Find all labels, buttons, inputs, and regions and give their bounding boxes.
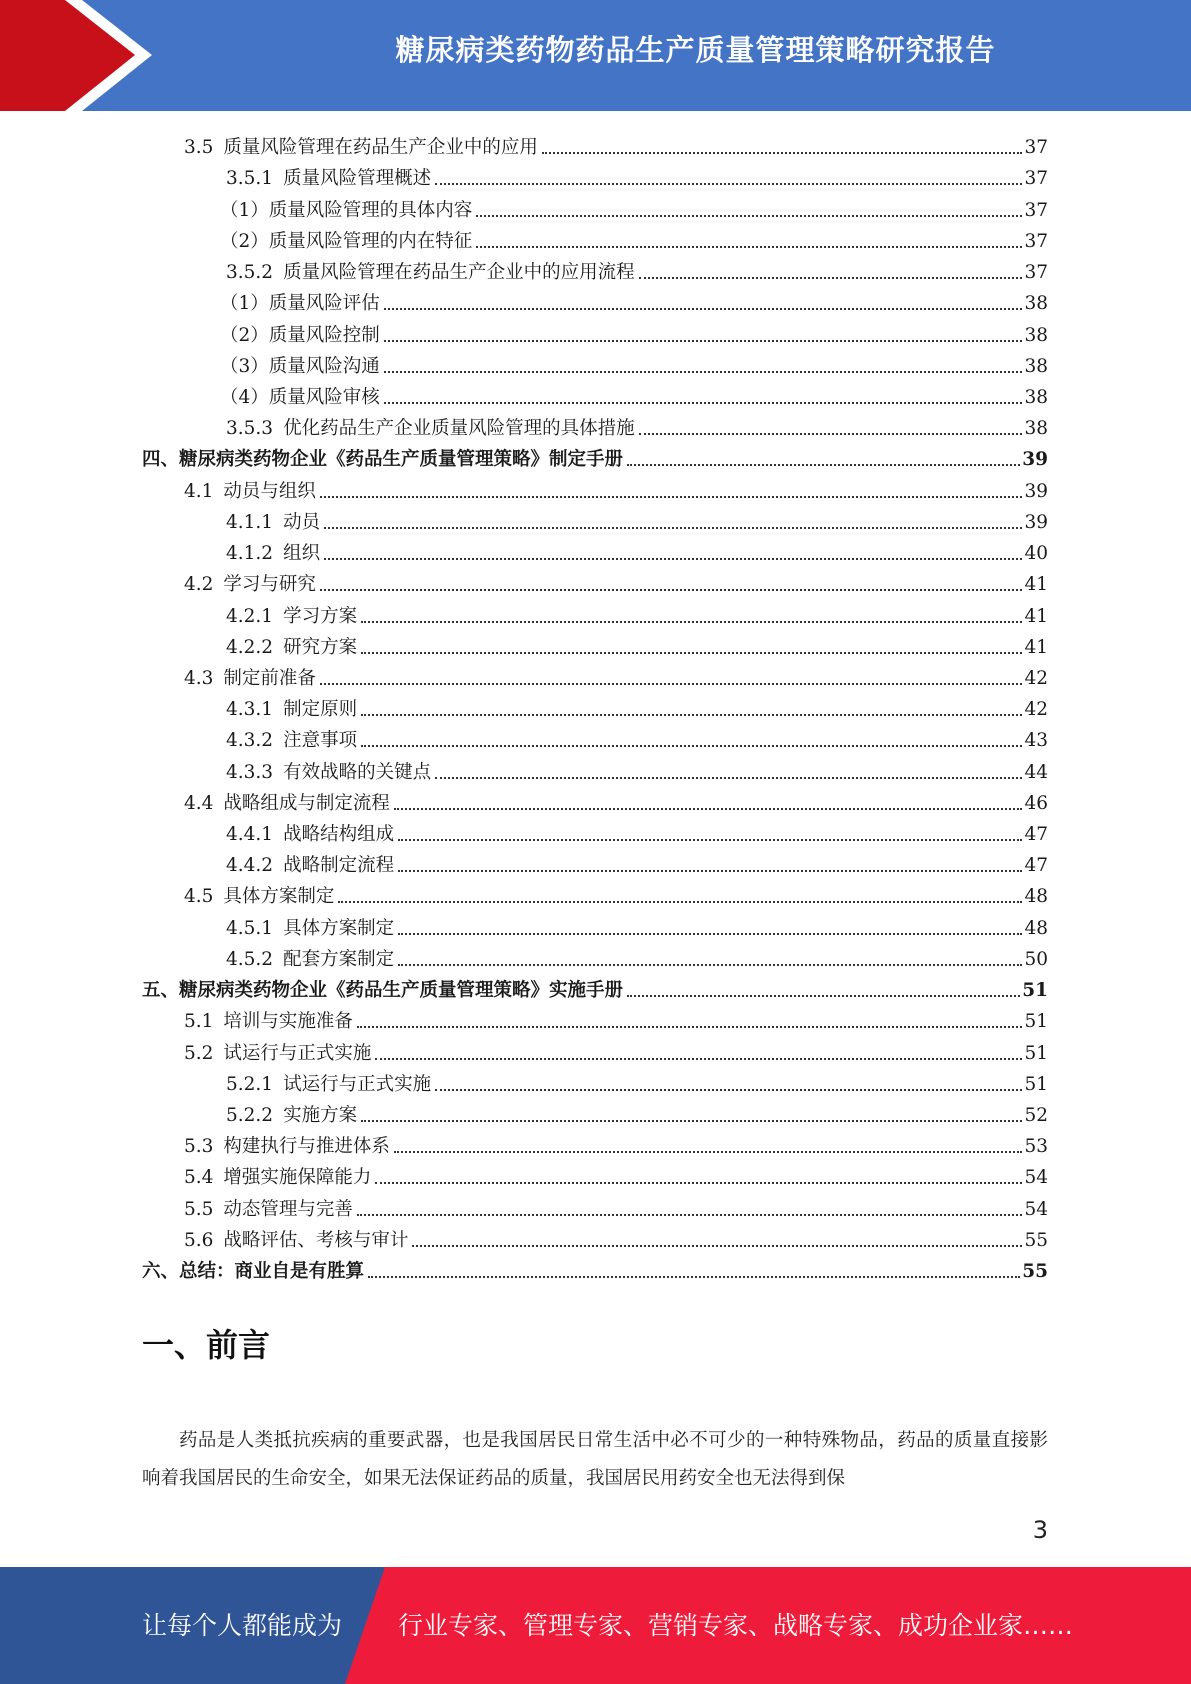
toc-entry-number: 4.3: [184, 667, 214, 689]
toc-entry-title: 制定前准备: [223, 667, 316, 689]
toc-entry-title: （2）质量风险管理的内在特征: [220, 230, 473, 252]
toc-entry-title: 战略制定流程: [283, 855, 395, 877]
toc-page-number: 38: [1024, 418, 1048, 440]
toc-dot-leader: [384, 308, 1023, 310]
toc-dot-leader: [384, 371, 1023, 373]
toc-entry-number: 5.2.1: [226, 1073, 274, 1095]
toc-entry-number: 4.3.3: [226, 761, 274, 783]
toc-dot-leader: [375, 1058, 1022, 1060]
toc-dot-leader: [320, 496, 1023, 498]
toc-entry-title: 战略组成与制定流程: [223, 792, 390, 814]
toc-entry-number: 4.4: [184, 792, 214, 814]
toc-page-number: 39: [1024, 480, 1048, 502]
toc-page-number: 38: [1024, 324, 1048, 346]
toc-entry[interactable]: [142, 1252, 1048, 1283]
toc-page-number: 48: [1024, 886, 1048, 908]
toc-dot-leader: [324, 558, 1022, 560]
toc-entry-title: 优化药品生产企业质量风险管理的具体措施: [283, 418, 635, 440]
toc-page-number: 37: [1024, 199, 1048, 221]
toc-entry[interactable]: [142, 190, 1048, 221]
toc-page-number: 40: [1024, 543, 1048, 565]
toc-dot-leader: [320, 683, 1023, 685]
toc-dot-leader: [361, 652, 1022, 654]
toc-entry-number: 4.1.2: [226, 543, 274, 565]
toc-entry[interactable]: [142, 347, 1048, 378]
toc-page-number: 43: [1024, 730, 1048, 752]
toc-dot-leader: [435, 777, 1022, 779]
toc-dot-leader: [398, 870, 1022, 872]
toc-entry-number: 5.2: [184, 1042, 214, 1064]
toc-page-number: 37: [1024, 262, 1048, 284]
toc-dot-leader: [435, 1089, 1022, 1091]
toc-entry-title: （3）质量风险沟通: [220, 355, 380, 377]
toc-entry-number: 4.2.2: [226, 636, 274, 658]
toc-dot-leader: [384, 340, 1023, 342]
toc-dot-leader: [639, 277, 1023, 279]
toc-entry-title: 学习方案: [283, 605, 358, 627]
toc-entry[interactable]: [142, 908, 1048, 939]
toc-page-number: 47: [1024, 855, 1048, 877]
toc-page-number: 38: [1024, 355, 1048, 377]
toc-entry[interactable]: [142, 222, 1048, 253]
toc-entry-title: 战略结构组成: [283, 824, 395, 846]
toc-entry[interactable]: [142, 784, 1048, 815]
toc-entry-title: 战略评估、考核与审计: [223, 1229, 409, 1251]
toc-dot-leader: [476, 246, 1022, 248]
toc-entry[interactable]: [142, 1127, 1048, 1158]
toc-page-number: 51: [1022, 980, 1048, 1002]
toc-page-number: 42: [1024, 699, 1048, 721]
toc-entry-title: （2）质量风险控制: [220, 324, 380, 346]
toc-page-number: 41: [1024, 636, 1048, 658]
table-of-contents: [142, 128, 1048, 1283]
toc-entry[interactable]: [142, 284, 1048, 315]
toc-entry-number: 3.5.2: [226, 262, 274, 284]
toc-page-number: 37: [1024, 230, 1048, 252]
toc-entry-number: 5.2.2: [226, 1105, 274, 1126]
toc-entry-number: 3.5: [184, 137, 214, 159]
toc-entry[interactable]: [142, 565, 1048, 596]
toc-dot-leader: [357, 1026, 1023, 1028]
toc-entry[interactable]: [142, 128, 1048, 159]
toc-dot-leader: [361, 621, 1022, 623]
toc-page-number: 37: [1024, 168, 1048, 190]
toc-page-number: 41: [1024, 605, 1048, 627]
toc-entry-title: 学习与研究: [223, 574, 316, 596]
toc-entry-title: 构建执行与推进体系: [223, 1136, 390, 1158]
toc-entry-title: 六、总结：商业自是有胜算: [142, 1261, 365, 1283]
toc-entry-title: 研究方案: [283, 636, 358, 658]
toc-entry[interactable]: [142, 659, 1048, 690]
toc-entry-number: 5.6: [184, 1229, 214, 1251]
toc-entry-title: 动员: [283, 511, 321, 533]
toc-page-number: 48: [1024, 917, 1048, 939]
toc-entry-title: （1）质量风险管理的具体内容: [220, 199, 473, 221]
toc-dot-leader: [394, 808, 1023, 810]
toc-entry[interactable]: [142, 971, 1048, 1002]
toc-entry[interactable]: [142, 440, 1048, 471]
toc-entry-title: 质量风险管理概述: [283, 168, 432, 190]
toc-entry-number: 5.4: [184, 1167, 214, 1189]
toc-entry[interactable]: [142, 1065, 1048, 1096]
toc-entry-title: 试运行与正式实施: [283, 1073, 432, 1095]
toc-entry-number: 5.1: [184, 1011, 214, 1033]
toc-entry-number: 4.2.1: [226, 605, 274, 627]
toc-entry-title: 培训与实施准备: [223, 1011, 353, 1033]
toc-entry-title: 四、糖尿病类药物企业《药品生产质量管理策略》制定手册: [142, 449, 624, 471]
toc-page-number: 52: [1024, 1105, 1048, 1126]
toc-entry-number: 4.1.1: [226, 511, 274, 533]
toc-dot-leader: [320, 589, 1023, 591]
toc-entry-title: 增强实施保障能力: [223, 1167, 372, 1189]
document-title: 糖尿病类药物药品生产质量管理策略研究报告: [395, 33, 996, 67]
toc-entry[interactable]: [142, 846, 1048, 877]
toc-page-number: 54: [1024, 1198, 1048, 1220]
toc-entry-number: 4.1: [184, 480, 214, 502]
toc-page-number: 53: [1024, 1136, 1048, 1158]
toc-entry-number: 5.5: [184, 1198, 214, 1220]
toc-page-number: 39: [1022, 449, 1048, 471]
toc-entry-number: 4.4.1: [226, 824, 274, 846]
toc-page-number: 46: [1024, 792, 1048, 814]
toc-entry[interactable]: [142, 409, 1048, 440]
toc-entry[interactable]: [142, 877, 1048, 908]
toc-dot-leader: [627, 464, 1020, 466]
toc-entry-title: （4）质量风险审核: [220, 386, 380, 408]
toc-entry-title: 具体方案制定: [223, 886, 335, 908]
toc-page-number: 54: [1024, 1167, 1048, 1189]
toc-dot-leader: [639, 433, 1023, 435]
toc-page-number: 42: [1024, 667, 1048, 689]
toc-dot-leader: [357, 1214, 1023, 1216]
chevron-red: [0, 0, 135, 111]
toc-entry-title: 实施方案: [283, 1105, 358, 1126]
toc-dot-leader: [412, 1245, 1022, 1247]
toc-entry[interactable]: [142, 815, 1048, 846]
toc-entry-title: 动员与组织: [223, 480, 316, 502]
toc-dot-leader: [394, 1151, 1023, 1153]
toc-entry[interactable]: [142, 690, 1048, 721]
toc-entry[interactable]: [142, 253, 1048, 284]
toc-dot-leader: [542, 152, 1023, 154]
toc-dot-leader: [324, 527, 1022, 529]
toc-entry-title: 具体方案制定: [283, 917, 395, 939]
toc-entry-number: 4.2: [184, 574, 214, 596]
page-header: [0, 0, 1191, 111]
toc-entry-title: 动态管理与完善: [223, 1198, 353, 1220]
toc-dot-leader: [398, 933, 1022, 935]
toc-page-number: 55: [1024, 1229, 1048, 1251]
toc-dot-leader: [361, 1120, 1022, 1122]
toc-entry-title: 有效战略的关键点: [283, 761, 432, 783]
toc-entry-title: 质量风险管理在药品生产企业中的应用: [223, 137, 538, 159]
toc-entry[interactable]: [142, 721, 1048, 752]
toc-dot-leader: [398, 964, 1022, 966]
toc-entry[interactable]: [142, 1158, 1048, 1189]
toc-dot-leader: [435, 183, 1022, 185]
toc-page-number: 50: [1024, 948, 1048, 970]
toc-entry-number: 5.3: [184, 1136, 214, 1158]
toc-page-number: 37: [1024, 137, 1048, 159]
toc-dot-leader: [368, 1276, 1020, 1278]
toc-entry[interactable]: [142, 940, 1048, 971]
toc-entry-title: 质量风险管理在药品生产企业中的应用流程: [283, 262, 635, 284]
toc-entry-title: （1）质量风险评估: [220, 293, 380, 315]
toc-entry-number: 4.3.2: [226, 730, 274, 752]
toc-entry-title: 五、糖尿病类药物企业《药品生产质量管理策略》实施手册: [142, 980, 624, 1002]
toc-page-number: 38: [1024, 293, 1048, 315]
toc-entry-title: 试运行与正式实施: [223, 1042, 372, 1064]
toc-entry[interactable]: [142, 315, 1048, 346]
toc-entry-number: 3.5.1: [226, 168, 274, 190]
toc-dot-leader: [375, 1182, 1022, 1184]
toc-entry-number: 4.4.2: [226, 855, 274, 877]
toc-entry-title: 注意事项: [283, 730, 358, 752]
page-number: 3: [1032, 1516, 1048, 1544]
toc-page-number: 47: [1024, 824, 1048, 846]
toc-entry-number: 4.5.2: [226, 948, 274, 970]
toc-dot-leader: [476, 215, 1022, 217]
toc-entry-number: 4.5.1: [226, 917, 274, 939]
toc-entry[interactable]: [142, 628, 1048, 659]
toc-entry-number: 4.5: [184, 886, 214, 908]
toc-entry-title: 组织: [283, 543, 321, 565]
toc-entry[interactable]: [142, 534, 1048, 565]
toc-dot-leader: [398, 839, 1022, 841]
toc-entry[interactable]: [142, 503, 1048, 534]
toc-entry[interactable]: [142, 1189, 1048, 1220]
body-paragraph: 药品是人类抵抗疾病的重要武器，也是我国居民日常生活中必不可少的一种特殊物品，药品的质量直接影响着我国居民的生命安全，如果无法保证药品的质量，我国居民用药安全也无法得到保: [142, 1430, 1048, 1489]
toc-dot-leader: [627, 995, 1020, 997]
toc-entry-number: 4.3.1: [226, 699, 274, 721]
toc-entry[interactable]: [142, 1221, 1048, 1252]
footer-slogan-right: 行业专家、管理专家、营销专家、战略专家、成功企业家……: [398, 1611, 1074, 1640]
toc-page-number: 51: [1024, 1073, 1048, 1095]
toc-page-number: 51: [1024, 1042, 1048, 1064]
toc-entry[interactable]: [142, 752, 1048, 783]
toc-page-number: 39: [1024, 511, 1048, 533]
toc-entry-number: 3.5.3: [226, 418, 274, 440]
toc-dot-leader: [384, 402, 1023, 404]
toc-entry-title: 制定原则: [283, 699, 358, 721]
toc-dot-leader: [361, 745, 1022, 747]
toc-dot-leader: [361, 714, 1022, 716]
toc-entry[interactable]: [142, 159, 1048, 190]
toc-page-number: 41: [1024, 574, 1048, 596]
toc-entry[interactable]: [142, 1096, 1048, 1127]
toc-page-number: 38: [1024, 386, 1048, 408]
page-footer: [0, 1567, 1191, 1684]
toc-page-number: 51: [1024, 1011, 1048, 1033]
toc-entry[interactable]: [142, 1002, 1048, 1033]
section-heading: 一、前言: [142, 1326, 271, 1364]
toc-page-number: 44: [1024, 761, 1048, 783]
footer-slogan-left: 让每个人都能成为: [142, 1611, 343, 1640]
toc-entry[interactable]: [142, 471, 1048, 502]
toc-page-number: 55: [1022, 1261, 1048, 1283]
toc-entry[interactable]: [142, 596, 1048, 627]
toc-entry-title: 配套方案制定: [283, 948, 395, 970]
toc-entry[interactable]: [142, 378, 1048, 409]
toc-dot-leader: [338, 901, 1022, 903]
toc-entry[interactable]: [142, 1033, 1048, 1064]
